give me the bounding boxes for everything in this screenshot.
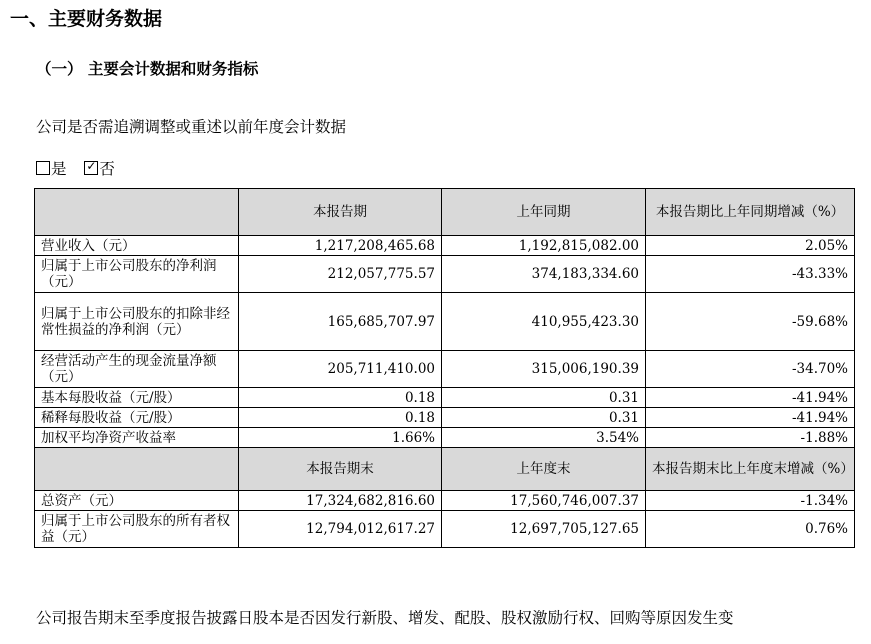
table-header-row [35, 448, 855, 491]
checkmark-icon: ✓ [86, 159, 97, 173]
restate-options [36, 158, 115, 180]
header-cell [35, 189, 239, 236]
table-row [35, 351, 855, 388]
header-cell: 本报告期 [239, 189, 442, 236]
current-value: 1,217,208,465.68 [239, 236, 442, 256]
change-value: -59.68% [646, 293, 855, 351]
change-value: -41.94% [646, 388, 855, 408]
table-row [35, 428, 855, 448]
financial-data-table [34, 188, 855, 548]
prior-value: 315,006,190.39 [442, 351, 646, 388]
table-header-row [35, 189, 855, 236]
current-value: 0.18 [239, 388, 442, 408]
table-row [35, 491, 855, 511]
row-label: 归属于上市公司股东的扣除非经常性损益的净利润（元） [35, 293, 239, 351]
prior-value: 0.31 [442, 408, 646, 428]
change-value: -34.70% [646, 351, 855, 388]
table-row [35, 388, 855, 408]
table-row [35, 408, 855, 428]
change-value: -1.88% [646, 428, 855, 448]
table-row [35, 256, 855, 293]
change-value: -43.33% [646, 256, 855, 293]
row-label: 加权平均净资产收益率 [35, 428, 239, 448]
option-yes-label: 是 [51, 160, 67, 178]
row-label: 归属于上市公司股东的所有者权益（元） [35, 511, 239, 548]
row-label: 总资产（元） [35, 491, 239, 511]
checkbox-yes[interactable] [36, 161, 50, 175]
change-value: -41.94% [646, 408, 855, 428]
table-row [35, 236, 855, 256]
header-cell: 本报告期末 [239, 448, 442, 491]
restate-question: 公司是否需追溯调整或重述以前年度会计数据 [36, 118, 347, 136]
prior-value: 374,183,334.60 [442, 256, 646, 293]
header-cell: 上年同期 [442, 189, 646, 236]
subsection-heading: （一） 主要会计数据和财务指标 [36, 60, 259, 78]
change-value: 0.76% [646, 511, 855, 548]
table-row [35, 293, 855, 351]
current-value: 17,324,682,816.60 [239, 491, 442, 511]
row-label: 营业收入（元） [35, 236, 239, 256]
table-row [35, 511, 855, 548]
change-value: -1.34% [646, 491, 855, 511]
prior-value: 12,697,705,127.65 [442, 511, 646, 548]
header-cell: 本报告期末比上年度末增减（%） [646, 448, 855, 491]
current-value: 1.66% [239, 428, 442, 448]
current-value: 12,794,012,617.27 [239, 511, 442, 548]
header-cell: 本报告期比上年同期增减（%） [646, 189, 855, 236]
current-value: 0.18 [239, 408, 442, 428]
change-value: 2.05% [646, 236, 855, 256]
section-heading: 一、主要财务数据 [10, 8, 163, 30]
row-label: 归属于上市公司股东的净利润（元） [35, 256, 239, 293]
prior-value: 17,560,746,007.37 [442, 491, 646, 511]
header-cell [35, 448, 239, 491]
prior-value: 3.54% [442, 428, 646, 448]
row-label: 稀释每股收益（元/股） [35, 408, 239, 428]
checkbox-no[interactable] [84, 161, 98, 175]
header-cell: 上年度末 [442, 448, 646, 491]
current-value: 205,711,410.00 [239, 351, 442, 388]
current-value: 212,057,775.57 [239, 256, 442, 293]
option-no-label: 否 [99, 160, 115, 178]
row-label: 基本每股收益（元/股） [35, 388, 239, 408]
prior-value: 1,192,815,082.00 [442, 236, 646, 256]
current-value: 165,685,707.97 [239, 293, 442, 351]
row-label: 经营活动产生的现金流量净额（元） [35, 351, 239, 388]
prior-value: 410,955,423.30 [442, 293, 646, 351]
footer-paragraph: 公司报告期末至季度报告披露日股本是否因发行新股、增发、配股、股权激励行权、回购等原因发生变 [36, 609, 734, 627]
prior-value: 0.31 [442, 388, 646, 408]
